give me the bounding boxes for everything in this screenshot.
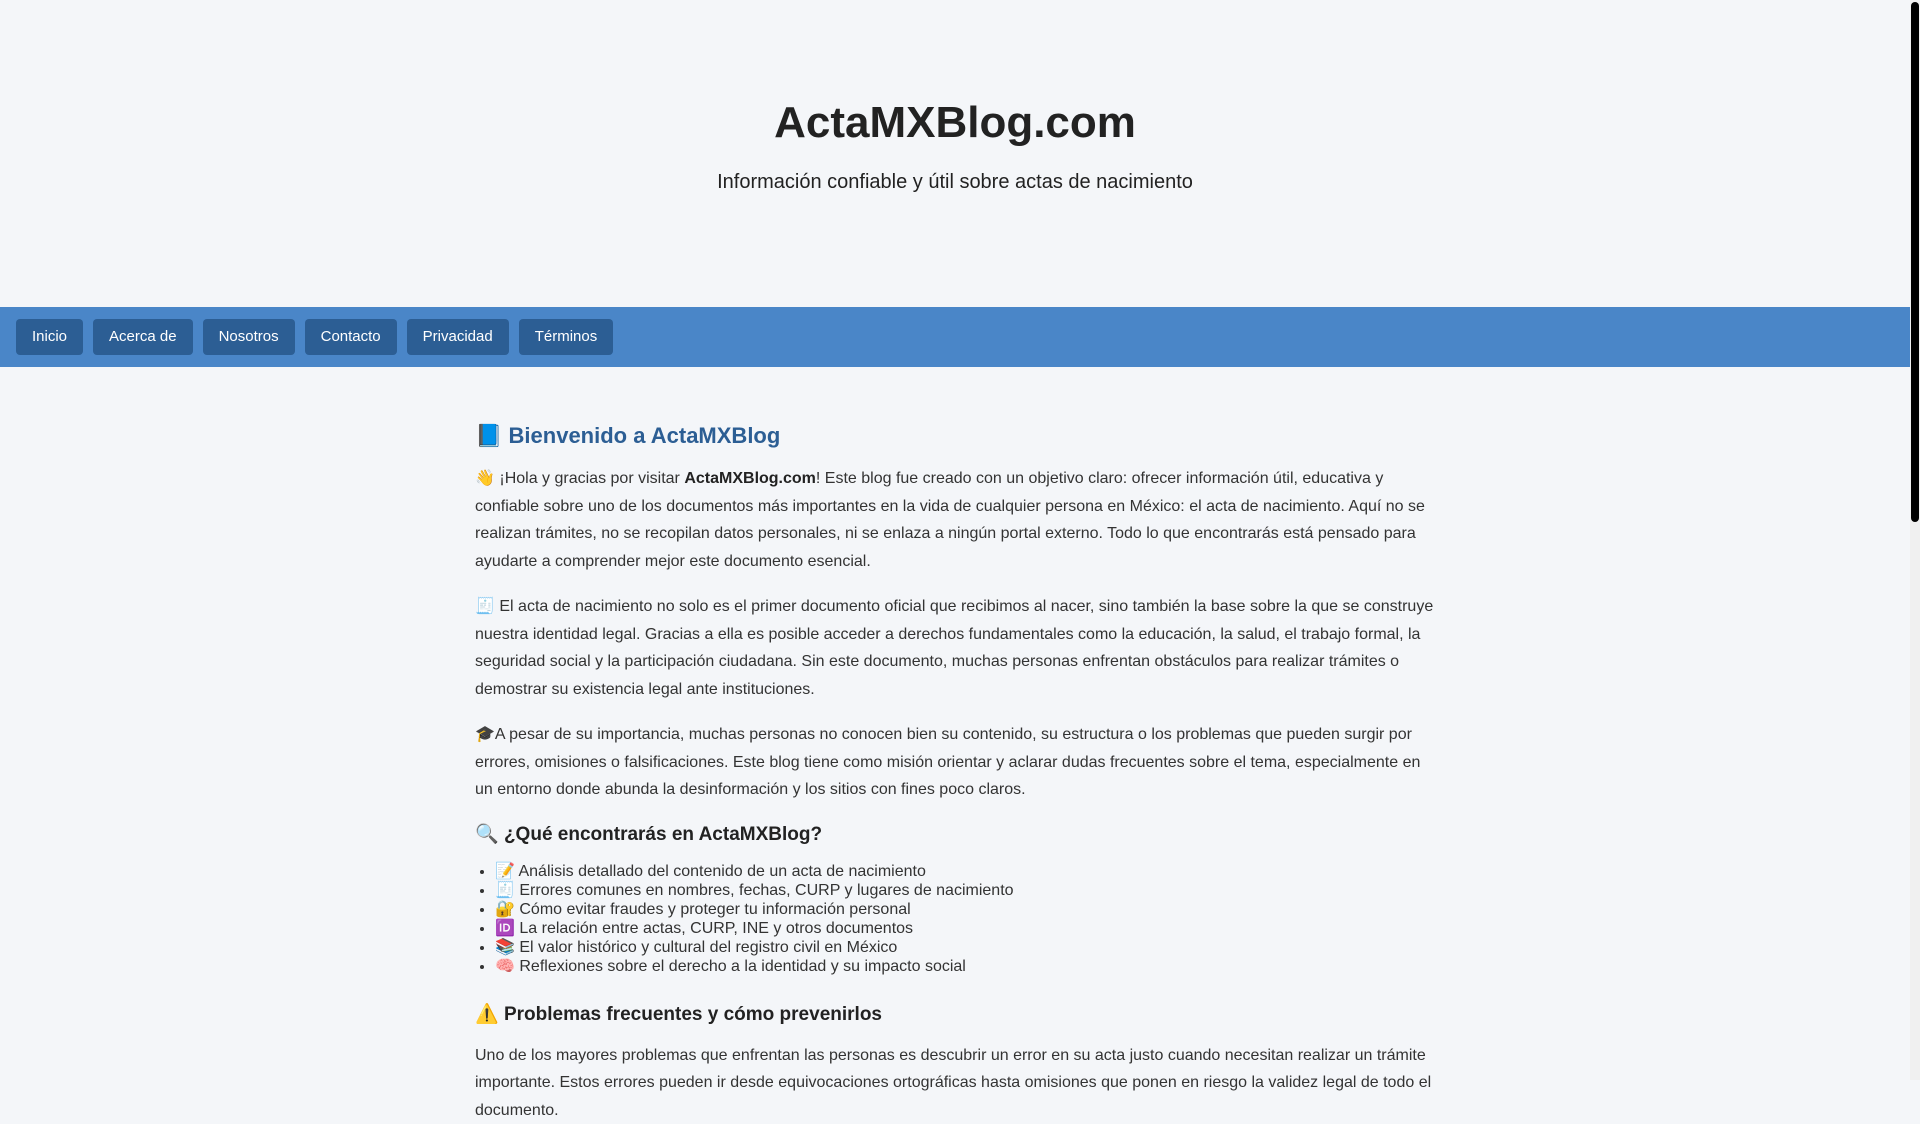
mission-paragraph-text: A pesar de su importancia, muchas personas no conocen bien su contenido, su estructura o los problemas que pueden surgir por errores, omisiones o falsificaciones. Este blog tiene como misión orientar y aclarar dudas frecuentes sobre el tema, especialmente en un entorno donde abunda la desinformación y los sitios con fines poco claros.	[475, 726, 1420, 798]
site-tagline: Información confiable y útil sobre actas de nacimiento	[0, 171, 1910, 194]
list-item	[495, 862, 1435, 881]
list-item-text: Análisis detallado del contenido de un acta de nacimiento	[518, 863, 925, 880]
site-header	[0, 0, 1910, 307]
list-item-text: Errores comunes en nombres, fechas, CURP y lugares de nacimiento	[519, 882, 1013, 899]
list-item-text: Cómo evitar fraudes y proteger tu información personal	[519, 901, 910, 918]
list-item	[495, 938, 1435, 957]
intro-text-start: ¡Hola y gracias por visitar	[499, 470, 684, 487]
site-title: ActaMXBlog.com	[0, 97, 1910, 149]
page-scrollbar[interactable]	[1910, 0, 1920, 1080]
main-content	[475, 367, 1435, 1124]
graduation-cap-icon: 🎓	[475, 721, 495, 749]
welcome-heading	[475, 421, 1435, 451]
problems-heading-text: Problemas frecuentes y cómo prevenirlos	[504, 1004, 882, 1025]
scrollbar-thumb[interactable]	[1911, 2, 1919, 522]
lock-key-icon: 🔐	[495, 900, 515, 919]
list-item-text: El valor histórico y cultural del registro civil en México	[519, 939, 897, 956]
list-item	[495, 957, 1435, 976]
features-list	[475, 862, 1435, 976]
identity-paragraph	[475, 593, 1435, 703]
list-item-text: Reflexiones sobre el derecho a la identidad y su impacto social	[519, 958, 965, 975]
blue-book-icon: 📘	[475, 421, 502, 451]
main-nav	[0, 307, 1910, 367]
features-heading-text: ¿Qué encontrarás en ActaMXBlog?	[504, 824, 822, 845]
memo-icon: 📝	[495, 862, 515, 881]
problems-paragraph: Uno de los mayores problemas que enfrentan las personas es descubrir un error en su acta justo cuando necesitan realizar un trámite importante. Estos errores pueden ir desde equivocaciones ortográficas hasta omisiones que ponen en riesgo la validez legal de todo el documento.	[475, 1042, 1435, 1124]
features-heading	[475, 822, 1435, 848]
waving-hand-icon: 👋	[475, 465, 495, 493]
nav-acerca-de-button[interactable]: Acerca de	[93, 319, 193, 355]
nav-inicio-button[interactable]: Inicio	[16, 319, 83, 355]
brain-icon: 🧠	[495, 957, 515, 976]
list-item-text: La relación entre actas, CURP, INE y otros documentos	[519, 920, 913, 937]
nav-contacto-button[interactable]: Contacto	[305, 319, 397, 355]
problems-heading	[475, 1002, 1435, 1028]
intro-text-end: ! Este blog fue creado con un objetivo claro: ofrecer información útil, educativa y confiable sobre uno de los documentos más importantes en la vida de cualquier persona en México: el acta de nacimiento. Aquí no se realizan trámites, no se recopilan datos personales, ni se enlaza a ningún portal externo. Todo lo que encontrarás está pensado para ayudarte a comprender mejor este documento esencial.	[475, 470, 1425, 570]
nav-terminos-button[interactable]: Términos	[519, 319, 614, 355]
list-item	[495, 881, 1435, 900]
warning-icon: ⚠️	[475, 1002, 499, 1028]
welcome-heading-text: Bienvenido a ActaMXBlog	[509, 423, 781, 448]
intro-brand: ActaMXBlog.com	[684, 470, 816, 487]
identity-paragraph-text: El acta de nacimiento no solo es el primer documento oficial que recibimos al nacer, sino también la base sobre la que se construye nuestra identidad legal. Gracias a ella es posible acceder a derechos fundamentales como la educación, la salud, el trabajo formal, la seguridad social y la participación ciudadana. Sin este documento, muchas personas enfrentan obstáculos para realizar trámites o demostrar su existencia legal ante instituciones.	[475, 598, 1433, 698]
mission-paragraph	[475, 721, 1435, 804]
list-item	[495, 919, 1435, 938]
books-icon: 📚	[495, 938, 515, 957]
receipt-icon: 🧾	[495, 881, 515, 900]
magnifier-icon: 🔍	[475, 822, 499, 848]
receipt-icon: 🧾	[475, 593, 495, 621]
intro-paragraph	[475, 465, 1435, 575]
id-icon: 🆔	[495, 919, 515, 938]
list-item	[495, 900, 1435, 919]
nav-privacidad-button[interactable]: Privacidad	[407, 319, 509, 355]
nav-nosotros-button[interactable]: Nosotros	[203, 319, 295, 355]
